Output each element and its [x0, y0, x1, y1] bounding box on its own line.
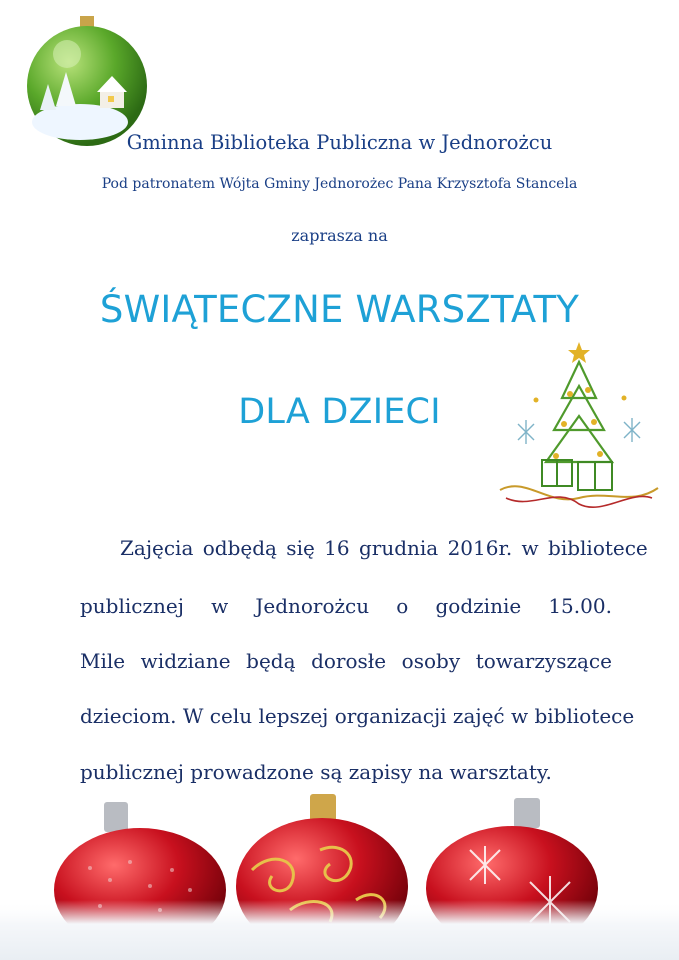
- body-line-1: Zajęcia odbędą się 16 grudnia 2016r. w bibliotece: [120, 536, 648, 560]
- word: w: [211, 594, 229, 618]
- invites-line: zaprasza na: [291, 226, 388, 245]
- christmas-tree-icon: [496, 338, 662, 516]
- word: 15.00.: [548, 594, 612, 618]
- event-title-line1: ŚWIĄTECZNE WARSZTATY: [99, 288, 580, 331]
- word: widziane: [140, 649, 231, 673]
- body-line-3: [80, 649, 612, 679]
- library-name: Gminna Biblioteka Publiczna w Jednorożcu: [126, 131, 553, 154]
- word: Mile: [80, 649, 126, 673]
- patronage-line: Pod patronatem Wójta Gminy Jednorożec Pana Krzysztofa Stancela: [101, 176, 578, 192]
- red-christmas-ornaments-icon: [0, 790, 679, 960]
- word: godzinie: [435, 594, 522, 618]
- word: Jednorożcu: [255, 594, 370, 618]
- word: publicznej: [80, 594, 184, 618]
- event-title-line2: DLA DZIECI: [238, 392, 441, 432]
- word: będą: [246, 649, 296, 673]
- word: osoby: [401, 649, 461, 673]
- body-line-4: dzieciom. W celu lepszej organizacji zajęć w bibliotece: [80, 704, 635, 728]
- body-line-2: [80, 594, 612, 624]
- body-line-5: publicznej prowadzone są zapisy na warsztaty.: [80, 760, 552, 784]
- word: dorosłe: [311, 649, 387, 673]
- green-christmas-ornament-icon: [22, 14, 152, 149]
- word: o: [396, 594, 409, 618]
- word: towarzyszące: [475, 649, 612, 673]
